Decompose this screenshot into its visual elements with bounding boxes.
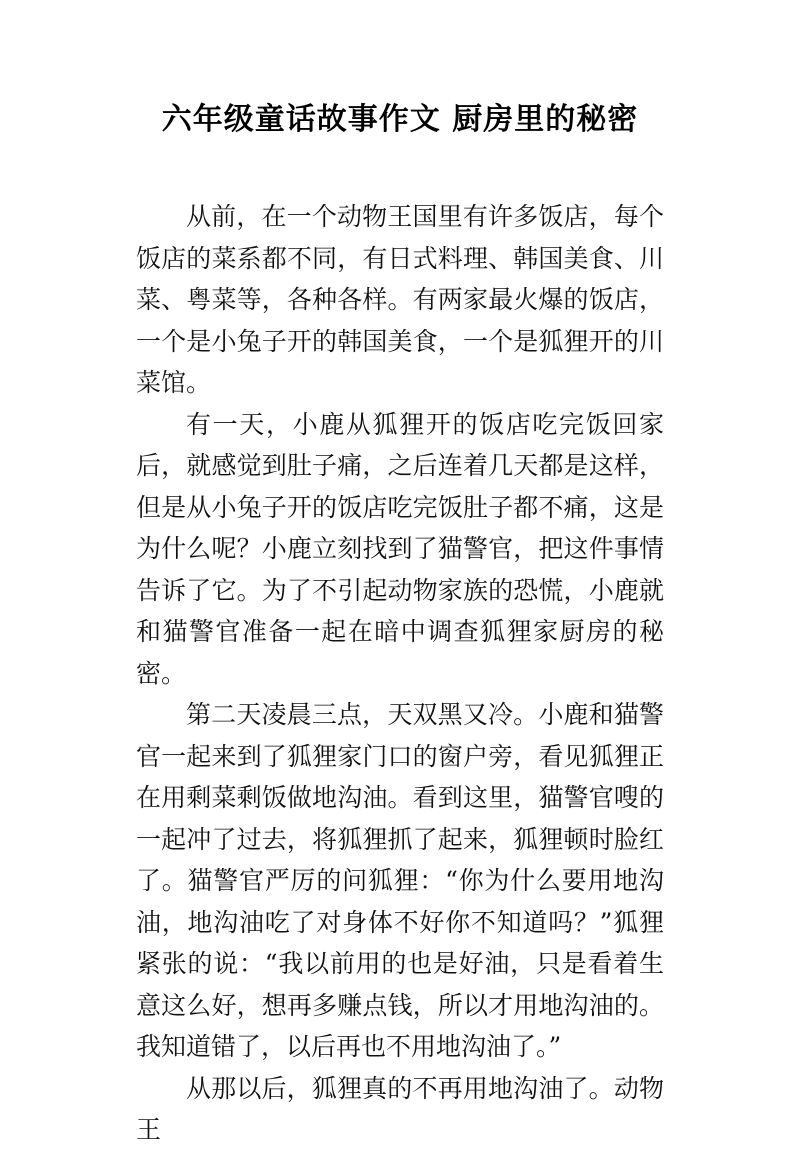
paragraph-2: 有一天，小鹿从狐狸开的饭店吃完饭回家后，就感觉到肚子痛，之后连着几天都是这样，但是从小兔子开的饭店吃完饭肚子都不痛，这是为什么呢？小鹿立刻找到了猫警官，把这件事情告诉了它。为了不引起动物家族的恐慌，小鹿就和猫警官准备一起在暗中调查狐狸家厨房的秘密。 xyxy=(136,409,664,688)
paragraph-1: 从前，在一个动物王国里有许多饭店，每个饭店的菜系都不同，有日式料理、韩国美食、川菜、粤菜等，各种各样。有两家最火爆的饭店，一个是小兔子开的韩国美食，一个是狐狸开的川菜馆。 xyxy=(136,202,664,397)
paragraph-4: 从那以后，狐狸真的不再用地沟油了。动物王 xyxy=(136,1073,664,1144)
document-body xyxy=(136,196,664,1151)
paragraph-3: 第二天凌晨三点，天双黑又冷。小鹿和猫警官一起来到了狐狸家门口的窗户旁，看见狐狸正在用剩菜剩饭做地沟油。看到这里，猫警官嗖的一起冲了过去，将狐狸抓了起来，狐狸顿时脸红了。猫警官严厉的问狐狸：“你为什么要用地沟油，地沟油吃了对身体不好你不知道吗？”狐狸紧张的说：“我以前用的也是好油，只是看着生意这么好，想再多赚点钱，所以才用地沟油的。我知道错了，以后再也不用地沟油了。” xyxy=(136,700,664,1061)
document-title: 六年级童话故事作文 厨房里的秘密 xyxy=(161,102,639,137)
